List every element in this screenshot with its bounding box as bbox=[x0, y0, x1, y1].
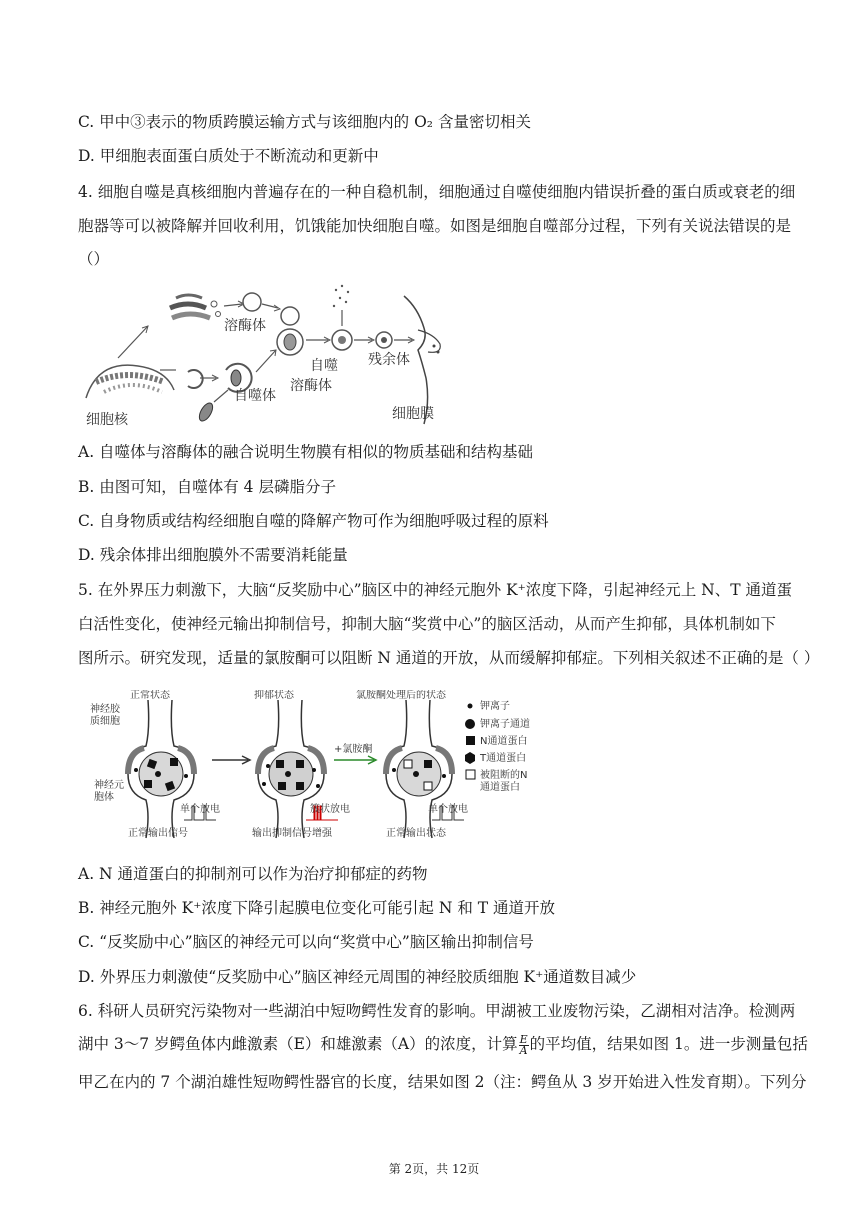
option-4c: C. 自身物质或结构经细胞自噬的降解产物可作为细胞呼吸过程的原料 bbox=[78, 512, 549, 530]
legend-k-ion: 钾离子 bbox=[480, 701, 510, 712]
option-3c: C. 甲中③表示的物质跨膜运输方式与该细胞内的 O₂ 含量密切相关 bbox=[78, 113, 531, 131]
label-residual-body: 残余体 bbox=[368, 352, 410, 368]
question-6-stem-2 bbox=[78, 1032, 808, 1057]
label-soma-1: 神经元 bbox=[94, 780, 124, 791]
label-normal-state: 正常状态 bbox=[130, 690, 170, 701]
label-autolysosome-1: 自噬 bbox=[310, 358, 338, 374]
label-soma-2: 胞体 bbox=[94, 792, 114, 803]
label-autolysosome-2: 溶酶体 bbox=[290, 378, 332, 394]
label-lysosome: 溶酶体 bbox=[224, 318, 266, 334]
ratio-fraction bbox=[519, 1032, 529, 1057]
option-4b: B. 由图可知，自噬体有 4 层磷脂分子 bbox=[78, 478, 336, 496]
legend-n-channel: N通道蛋白 bbox=[480, 736, 528, 747]
option-4d: D. 残余体排出细胞膜外不需要消耗能量 bbox=[78, 546, 348, 564]
label-normal-output: 正常输出信号 bbox=[128, 828, 188, 839]
legend-blocked-n-1: 被阻断的N bbox=[480, 770, 528, 781]
label-autophagosome: 自噬体 bbox=[234, 388, 276, 404]
label-single-firing-2: 单个放电 bbox=[428, 804, 468, 815]
label-ketamine-state: 氯胺酮处理后的状态 bbox=[356, 690, 446, 701]
legend-k-channel: 钾离子通道 bbox=[480, 719, 530, 730]
question-4-stem-2: 胞器等可以被降解并回收利用，饥饿能加快细胞自噬。如图是细胞自噬部分过程，下列有关说法错误的是 bbox=[78, 217, 792, 235]
question-6-stem-2b: 的平均值，结果如图 1。进一步测量包括 bbox=[529, 1035, 808, 1053]
question-4-stem-1: 4. 细胞自噬是真核细胞内普遍存在的一种自稳机制，细胞通过自噬使细胞内错误折叠的蛋白质或衰老的细 bbox=[78, 183, 796, 201]
label-add-ketamine: +氯胺酮 bbox=[334, 744, 373, 755]
question-5-stem-1: 5. 在外界压力刺激下，大脑“反奖励中心”脑区中的神经元胞外 K⁺浓度下降，引起神经元上 N、T 通道蛋 bbox=[78, 581, 793, 599]
label-inhibit-output: 输出抑制信号增强 bbox=[252, 828, 332, 839]
label-normal-output-state: 正常输出状态 bbox=[386, 828, 446, 839]
option-5c: C. “反奖励中心”脑区的神经元可以向“奖赏中心”脑区输出抑制信号 bbox=[78, 933, 534, 951]
question-6-stem-3: 甲乙在内的 7 个湖泊雄性短吻鳄性器官的长度，结果如图 2（注：鳄鱼从 3 岁开始进入性发育期）。下列分 bbox=[78, 1073, 807, 1091]
fraction-denominator: A bbox=[519, 1043, 528, 1057]
fraction-numerator: E bbox=[519, 1032, 528, 1046]
option-4a: A. 自噬体与溶酶体的融合说明生物膜有相似的物质基础和结构基础 bbox=[78, 443, 534, 461]
question-4-bracket: （） bbox=[78, 250, 110, 268]
option-5d: D. 外界压力刺激使“反奖励中心”脑区神经元周围的神经胶质细胞 K⁺通道数目减少 bbox=[78, 968, 637, 986]
question-5-stem-2: 白活性变化，使神经元输出抑制信号，抑制大脑“奖赏中心”的脑区活动，从而产生抑郁，具体机制如下 bbox=[78, 615, 776, 633]
label-nucleus: 细胞核 bbox=[86, 412, 128, 428]
legend-blocked-n-2: 通道蛋白 bbox=[480, 782, 520, 793]
label-single-firing-1: 单个放电 bbox=[180, 804, 220, 815]
question-5-stem-3: 图所示。研究发现，适量的氯胺酮可以阻断 N 通道的开放，从而缓解抑郁症。下列相关叙述不正确的是（ ） bbox=[78, 649, 820, 667]
depression-mechanism-figure bbox=[88, 690, 558, 840]
question-6-stem-1: 6. 科研人员研究污染物对一些湖泊中短吻鳄性发育的影响。甲湖被工业废物污染，乙湖相对洁净。检测两 bbox=[78, 1002, 796, 1020]
option-5b: B. 神经元胞外 K⁺浓度下降引起膜电位变化可能引起 N 和 T 通道开放 bbox=[78, 899, 556, 917]
page-footer: 第 2页，共 12页 bbox=[388, 1162, 480, 1176]
option-5a: A. N 通道蛋白的抑制剂可以作为治疗抑郁症的药物 bbox=[78, 865, 428, 883]
label-glia-2: 质细胞 bbox=[90, 716, 120, 727]
label-burst-firing: 簇状放电 bbox=[310, 804, 350, 815]
legend-t-channel: T通道蛋白 bbox=[480, 753, 527, 764]
label-glia-1: 神经胶 bbox=[90, 704, 120, 715]
option-3d: D. 甲细胞表面蛋白质处于不断流动和更新中 bbox=[78, 147, 379, 165]
autophagy-figure bbox=[78, 278, 458, 428]
label-cell-membrane: 细胞膜 bbox=[392, 406, 434, 422]
question-6-stem-2a: 湖中 3～7 岁鳄鱼体内雌激素（E）和雄激素（A）的浓度，计算 bbox=[78, 1035, 518, 1053]
label-depressed-state: 抑郁状态 bbox=[254, 690, 294, 701]
